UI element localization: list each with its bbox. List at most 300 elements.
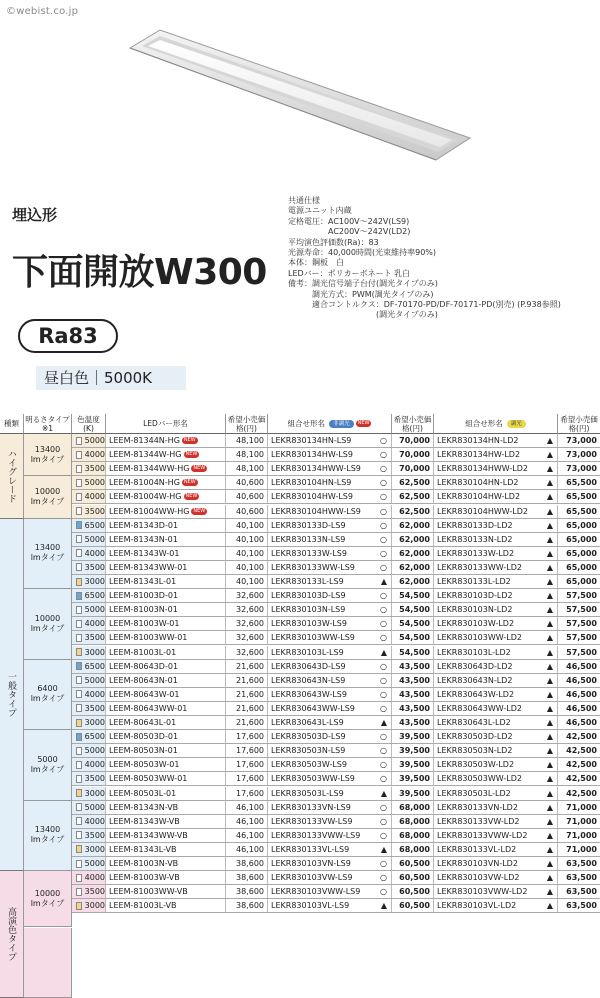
- price-cell-2: 43,500: [392, 688, 434, 701]
- combo-nondim-model: LEKR830134HW-LS9: [271, 450, 353, 459]
- combo-nondim-cell: [268, 660, 392, 673]
- availability-mark-icon: ○: [380, 732, 387, 741]
- price-cell: 40,100: [226, 533, 268, 546]
- color-temp-cell: [72, 533, 106, 546]
- price-cell-2: 70,000: [392, 434, 434, 447]
- color-swatch: [76, 676, 82, 684]
- combo-nondim-cell: [268, 589, 392, 602]
- combo-dim-model: LEKR830503WW-LD2: [437, 774, 522, 783]
- price-cell: 46,100: [226, 801, 268, 814]
- price-cell-3: 71,000: [558, 801, 600, 814]
- price-cell-3: 71,000: [558, 815, 600, 828]
- table-row: [0, 674, 600, 688]
- color-temp-cell: [72, 744, 106, 757]
- spec-line: 備考：調光信号端子台付(調光タイプのみ): [288, 279, 598, 289]
- combo-dim-model: LEKR830104HWW-LD2: [437, 507, 528, 516]
- availability-mark-icon: ○: [380, 478, 387, 487]
- combo-nondim-cell: [268, 871, 392, 884]
- combo-dim-cell: [434, 519, 558, 532]
- combo-nondim-cell: [268, 476, 392, 489]
- color-swatch: [76, 648, 82, 656]
- led-bar-cell: [106, 787, 226, 800]
- color-temp-cell: [72, 829, 106, 842]
- led-bar-cell: [106, 857, 226, 870]
- combo-nondim-cell: [268, 575, 392, 588]
- product-title: 下面開放W300: [12, 244, 267, 295]
- combo-dim-model: LEKR830103L-LD2: [437, 648, 511, 657]
- price-cell-2: 68,000: [392, 815, 434, 828]
- price-cell-3: 46,500: [558, 660, 600, 673]
- availability-mark-icon: ○: [380, 831, 387, 840]
- led-bar-model: LEEM-80643N-01: [109, 676, 178, 685]
- combo-nondim-cell: [268, 758, 392, 771]
- spec-line: 定格電圧：AC100V〜242V(LS9): [288, 217, 598, 227]
- price-cell: 46,100: [226, 829, 268, 842]
- price-cell: 32,600: [226, 631, 268, 644]
- combo-dim-model: LEKR830133D-LD2: [437, 521, 513, 530]
- combo-dim-model: LEKR830103VL-LD2: [437, 901, 516, 910]
- combo-dim-model: LEKR830503N-LD2: [437, 746, 512, 755]
- price-cell-3: 71,000: [558, 843, 600, 856]
- combo-nondim-cell: [268, 505, 392, 518]
- combo-dim-model: LEKR830643N-LD2: [437, 676, 512, 685]
- led-bar-cell: [106, 603, 226, 616]
- table-row: [0, 857, 600, 871]
- price-cell-2: 60,500: [392, 899, 434, 912]
- availability-mark-icon: ○: [380, 746, 387, 755]
- combo-nondim-cell: [268, 561, 392, 574]
- price-cell-2: 60,500: [392, 885, 434, 898]
- color-temp-value: 3000: [85, 648, 105, 657]
- price-cell-2: 54,500: [392, 589, 434, 602]
- led-bar-cell: [106, 772, 226, 785]
- brightness-cell: 10000 lmタイプ: [24, 476, 72, 518]
- color-temp-cell: [72, 603, 106, 616]
- header-type: 種類: [0, 414, 24, 434]
- price-cell: 38,600: [226, 857, 268, 870]
- availability-mark-icon: ▲: [381, 577, 387, 586]
- combo-dim-cell: [434, 462, 558, 475]
- price-cell: 32,600: [226, 646, 268, 659]
- led-bar-model: LEEM-81003WW-VB: [109, 887, 188, 896]
- price-cell: 48,100: [226, 448, 268, 461]
- led-bar-model: LEEM-81343N-01: [109, 535, 178, 544]
- color-temp-cell: [72, 448, 106, 461]
- color-temp-cell: [72, 674, 106, 687]
- combo-nondim-model: LEKR830133D-LS9: [271, 521, 346, 530]
- table-row: [0, 660, 600, 674]
- spec-line: 平均演色評価数(Ra)：83: [288, 238, 598, 248]
- availability-mark-icon: ○: [380, 774, 387, 783]
- price-cell-3: 65,000: [558, 533, 600, 546]
- price-cell: 17,600: [226, 730, 268, 743]
- combo-nondim-cell: [268, 547, 392, 560]
- color-temp-value: 3000: [85, 845, 105, 854]
- led-bar-cell: [106, 674, 226, 687]
- color-temp-value: 4000: [85, 817, 105, 826]
- color-temp-value: 3000: [85, 901, 105, 910]
- combo-dim-cell: [434, 787, 558, 800]
- combo-dim-model: LEKR830503W-LD2: [437, 760, 514, 769]
- price-cell-3: 46,500: [558, 674, 600, 687]
- color-temp-cell: [72, 758, 106, 771]
- availability-mark-icon: ▲: [547, 732, 553, 741]
- combo-nondim-model: LEKR830103VW-LS9: [271, 873, 352, 882]
- price-cell-3: 65,000: [558, 575, 600, 588]
- combo-nondim-cell: [268, 674, 392, 687]
- table-row: [0, 631, 600, 645]
- combo-nondim-model: LEKR830103N-LS9: [271, 605, 345, 614]
- combo-nondim-model: LEKR830103D-LS9: [271, 591, 346, 600]
- led-bar-model: LEEM-81004N-HG: [109, 478, 180, 487]
- table-row: [0, 561, 600, 575]
- combo-nondim-cell: [268, 448, 392, 461]
- type-cell: 一般タイプ: [0, 519, 24, 872]
- price-cell-3: 63,500: [558, 871, 600, 884]
- price-cell: 40,100: [226, 547, 268, 560]
- spec-line: 本体：鋼板 白: [288, 258, 598, 268]
- combo-nondim-model: LEKR830133L-LS9: [271, 577, 344, 586]
- color-swatch: [76, 733, 82, 741]
- color-temp-value: 4000: [85, 873, 105, 882]
- availability-mark-icon: ○: [380, 563, 387, 572]
- table-row: [0, 603, 600, 617]
- brightness-cell: [24, 928, 72, 998]
- combo-nondim-model: LEKR830503L-LS9: [271, 789, 344, 798]
- color-temp-cell: [72, 702, 106, 715]
- price-cell-3: 71,000: [558, 829, 600, 842]
- combo-dim-cell: [434, 603, 558, 616]
- combo-dim-model: LEKR830103W-LD2: [437, 619, 514, 628]
- availability-mark-icon: ○: [380, 591, 387, 600]
- color-temp-cell: [72, 787, 106, 800]
- led-bar-model: LEEM-81344N-HG: [109, 436, 180, 445]
- color-swatch: [76, 747, 82, 755]
- combo-nondim-model: LEKR830643D-LS9: [271, 662, 346, 671]
- table-row: [0, 815, 600, 829]
- led-bar-model: LEEM-80643W-01: [109, 690, 179, 699]
- price-cell: 46,100: [226, 815, 268, 828]
- color-swatch: [76, 845, 82, 853]
- color-temp-cell: [72, 434, 106, 447]
- price-cell-3: 65,500: [558, 505, 600, 518]
- dim-pill: 調光: [507, 420, 526, 428]
- price-cell-2: 39,500: [392, 787, 434, 800]
- table-row: [0, 801, 600, 815]
- brightness-cell: 10000 lmタイプ: [24, 871, 72, 927]
- led-bar-cell: [106, 899, 226, 912]
- watermark: ©webist.co.jp: [6, 6, 78, 17]
- combo-nondim-model: LEKR830133VW-LS9: [271, 817, 352, 826]
- color-swatch: [76, 521, 82, 529]
- color-swatch: [76, 902, 82, 910]
- price-cell-3: 57,500: [558, 631, 600, 644]
- price-cell-2: 62,000: [392, 575, 434, 588]
- color-temp-cell: [72, 885, 106, 898]
- combo-dim-model: LEKR830643WW-LD2: [437, 704, 522, 713]
- combo-nondim-cell: [268, 490, 392, 503]
- color-temp-cell: [72, 843, 106, 856]
- led-bar-model: LEEM-80503N-01: [109, 746, 178, 755]
- availability-mark-icon: ○: [380, 633, 387, 642]
- table-row: [0, 716, 600, 730]
- new-badge-icon: NEW: [182, 479, 198, 486]
- color-temp-cell: [72, 688, 106, 701]
- color-swatch: [76, 860, 82, 868]
- availability-mark-icon: ▲: [547, 690, 553, 699]
- availability-mark-icon: ▲: [547, 704, 553, 713]
- price-cell: 32,600: [226, 617, 268, 630]
- color-temp-value: 6500: [85, 662, 105, 671]
- price-cell-2: 68,000: [392, 843, 434, 856]
- availability-mark-icon: ▲: [547, 633, 553, 642]
- combo-nondim-model: LEKR830503W-LS9: [271, 760, 347, 769]
- led-bar-cell: [106, 758, 226, 771]
- availability-mark-icon: ▲: [381, 901, 387, 910]
- availability-mark-icon: ○: [380, 450, 387, 459]
- color-temp-value: 3500: [85, 774, 105, 783]
- type-cell: 高演色タイプ: [0, 871, 24, 998]
- availability-mark-icon: ○: [380, 704, 387, 713]
- header-led-bar: LEDバー形名: [106, 414, 226, 434]
- header-color-temp: 色温度(K): [72, 414, 106, 434]
- availability-mark-icon: ○: [380, 464, 387, 473]
- availability-mark-icon: ▲: [547, 478, 553, 487]
- color-temp-value: 5000: [85, 746, 105, 755]
- combo-nondim-cell: [268, 843, 392, 856]
- combo-nondim-cell: [268, 899, 392, 912]
- combo-dim-model: LEKR830133VN-LD2: [437, 803, 518, 812]
- combo-nondim-model: LEKR830643WW-LS9: [271, 704, 355, 713]
- combo-dim-cell: [434, 702, 558, 715]
- price-cell-3: 57,500: [558, 617, 600, 630]
- combo-dim-model: LEKR830643D-LD2: [437, 662, 513, 671]
- price-cell-3: 73,000: [558, 434, 600, 447]
- led-bar-model: LEEM-81343W-VB: [109, 817, 180, 826]
- color-temp-cell: [72, 519, 106, 532]
- color-temp-value: 4000: [85, 450, 105, 459]
- combo-dim-model: LEKR830103VN-LD2: [437, 859, 518, 868]
- spec-line: 光源寿命：40,000時間(光束維持率90%): [288, 248, 598, 258]
- combo-nondim-model: LEKR830104HW-LS9: [271, 492, 353, 501]
- price-cell-3: 65,000: [558, 561, 600, 574]
- led-bar-model: LEEM-81343WW-01: [109, 563, 187, 572]
- table-row: [0, 547, 600, 561]
- availability-mark-icon: ▲: [547, 817, 553, 826]
- table-row: [0, 688, 600, 702]
- price-cell-2: 60,500: [392, 857, 434, 870]
- color-temp-cell: [72, 871, 106, 884]
- availability-mark-icon: ▲: [547, 887, 553, 896]
- led-bar-cell: [106, 575, 226, 588]
- price-cell: 21,600: [226, 674, 268, 687]
- availability-mark-icon: ○: [380, 507, 387, 516]
- combo-nondim-cell: [268, 787, 392, 800]
- combo-dim-cell: [434, 801, 558, 814]
- table-row: [0, 617, 600, 631]
- table-row: [0, 505, 600, 519]
- header-price-3: 希望小売価格(円): [558, 414, 600, 434]
- availability-mark-icon: ▲: [547, 521, 553, 530]
- price-cell-3: 42,500: [558, 787, 600, 800]
- availability-mark-icon: ▲: [381, 845, 387, 854]
- color-temp-cell: [72, 561, 106, 574]
- led-bar-model: LEEM-81004WW-HG: [109, 507, 189, 516]
- brightness-cell: 13400 lmタイプ: [24, 434, 72, 476]
- color-swatch: [76, 479, 82, 487]
- product-table: [0, 414, 600, 914]
- color-temp-value: 3500: [85, 704, 105, 713]
- price-cell-3: 63,500: [558, 885, 600, 898]
- price-cell: 46,100: [226, 843, 268, 856]
- combo-nondim-model: LEKR830103VWW-LS9: [271, 887, 360, 896]
- combo-dim-cell: [434, 547, 558, 560]
- combo-dim-cell: [434, 589, 558, 602]
- price-cell: 48,100: [226, 434, 268, 447]
- price-cell: 21,600: [226, 716, 268, 729]
- availability-mark-icon: ▲: [547, 605, 553, 614]
- color-temp-cell: [72, 772, 106, 785]
- combo-dim-cell: [434, 758, 558, 771]
- availability-mark-icon: ▲: [547, 746, 553, 755]
- type-cell: ハイグレード: [0, 434, 24, 519]
- price-cell-2: 60,500: [392, 871, 434, 884]
- combo-dim-model: LEKR830134HWW-LD2: [437, 464, 528, 473]
- availability-mark-icon: ○: [380, 873, 387, 882]
- price-cell-2: 43,500: [392, 674, 434, 687]
- brightness-cell: 10000 lmタイプ: [24, 589, 72, 660]
- color-swatch: [76, 831, 82, 839]
- led-bar-model: LEEM-81003N-01: [109, 605, 178, 614]
- table-row: [0, 476, 600, 490]
- availability-mark-icon: ▲: [547, 619, 553, 628]
- spec-line: 電源ユニット内蔵: [288, 206, 598, 216]
- led-bar-model: LEEM-81003D-01: [109, 591, 178, 600]
- availability-mark-icon: ▲: [547, 591, 553, 600]
- availability-mark-icon: ▲: [547, 436, 553, 445]
- availability-mark-icon: ○: [380, 619, 387, 628]
- combo-dim-cell: [434, 434, 558, 447]
- led-bar-cell: [106, 660, 226, 673]
- combo-dim-cell: [434, 490, 558, 503]
- price-cell: 21,600: [226, 688, 268, 701]
- price-cell-2: 68,000: [392, 801, 434, 814]
- price-cell-2: 39,500: [392, 744, 434, 757]
- table-row: [0, 533, 600, 547]
- led-bar-model: LEEM-81343L-01: [109, 577, 176, 586]
- table-row: [0, 871, 600, 885]
- combo-dim-cell: [434, 857, 558, 870]
- combo-dim-cell: [434, 505, 558, 518]
- fixture-image: [0, 0, 600, 190]
- spec-line: LEDバー：ポリカーボネート 乳白: [288, 269, 598, 279]
- led-bar-cell: [106, 801, 226, 814]
- availability-mark-icon: ▲: [547, 901, 553, 910]
- color-swatch: [76, 578, 82, 586]
- led-bar-model: LEEM-81344W-HG: [109, 450, 182, 459]
- combo-dim-cell: [434, 674, 558, 687]
- header-combo-label: 組合せ形名: [288, 419, 326, 428]
- price-cell: 38,600: [226, 899, 268, 912]
- brightness-cell: 6400 lmタイプ: [24, 660, 72, 731]
- combo-dim-cell: [434, 688, 558, 701]
- table-row: [0, 519, 600, 533]
- color-temp-cell: [72, 476, 106, 489]
- color-swatch: [76, 606, 82, 614]
- price-cell-2: 39,500: [392, 758, 434, 771]
- color-temp-value: 6500: [85, 591, 105, 600]
- color-swatch: [76, 789, 82, 797]
- led-bar-cell: [106, 448, 226, 461]
- table-row: [0, 787, 600, 801]
- color-temp-value: 3000: [85, 789, 105, 798]
- price-cell-3: 65,000: [558, 547, 600, 560]
- combo-dim-model: LEKR830133VW-LD2: [437, 817, 520, 826]
- led-bar-model: LEEM-81344WW-HG: [109, 464, 189, 473]
- header-combo-label-2: 組合せ形名: [465, 419, 503, 428]
- price-cell-2: 62,500: [392, 505, 434, 518]
- led-bar-cell: [106, 843, 226, 856]
- color-temp-value: 4000: [85, 690, 105, 699]
- color-temp-cell: [72, 646, 106, 659]
- led-bar-cell: [106, 547, 226, 560]
- price-cell-3: 42,500: [558, 772, 600, 785]
- table-row: [0, 702, 600, 716]
- color-swatch: [76, 874, 82, 882]
- combo-nondim-model: LEKR830133WW-LS9: [271, 563, 355, 572]
- table-row: [0, 646, 600, 660]
- price-cell: 48,100: [226, 462, 268, 475]
- price-cell: 17,600: [226, 787, 268, 800]
- combo-dim-cell: [434, 575, 558, 588]
- price-cell-3: 46,500: [558, 702, 600, 715]
- brightness-cell: 13400 lmタイプ: [24, 801, 72, 872]
- price-cell-2: 70,000: [392, 462, 434, 475]
- combo-nondim-cell: [268, 730, 392, 743]
- combo-dim-model: LEKR830134HW-LD2: [437, 450, 520, 459]
- color-temp-cell: [72, 815, 106, 828]
- combo-dim-model: LEKR830104HW-LD2: [437, 492, 520, 501]
- led-bar-model: LEEM-81343W-01: [109, 549, 179, 558]
- price-cell: 32,600: [226, 589, 268, 602]
- color-temp-value: 5000: [85, 605, 105, 614]
- availability-mark-icon: ▲: [547, 507, 553, 516]
- combo-nondim-model: LEKR830103W-LS9: [271, 619, 347, 628]
- availability-mark-icon: ○: [380, 859, 387, 868]
- price-cell-3: 65,500: [558, 476, 600, 489]
- led-bar-cell: [106, 533, 226, 546]
- led-bar-cell: [106, 631, 226, 644]
- table-row: [0, 434, 600, 448]
- led-bar-cell: [106, 815, 226, 828]
- led-bar-model: LEEM-81004W-HG: [109, 492, 182, 501]
- combo-dim-model: LEKR830643L-LD2: [437, 718, 511, 727]
- color-temp-value: 5000: [85, 535, 105, 544]
- combo-nondim-cell: [268, 885, 392, 898]
- combo-nondim-model: LEKR830643W-LS9: [271, 690, 347, 699]
- table-row: [0, 575, 600, 589]
- combo-dim-cell: [434, 660, 558, 673]
- color-swatch: [76, 803, 82, 811]
- table-row: [0, 899, 600, 913]
- price-cell-3: 42,500: [558, 730, 600, 743]
- specifications: [288, 196, 598, 321]
- combo-dim-cell: [434, 871, 558, 884]
- spec-line: AC200V〜242V(LD2): [288, 227, 598, 237]
- color-swatch: [76, 563, 82, 571]
- led-bar-model: LEEM-81003WW-01: [109, 633, 187, 642]
- availability-mark-icon: ▲: [547, 676, 553, 685]
